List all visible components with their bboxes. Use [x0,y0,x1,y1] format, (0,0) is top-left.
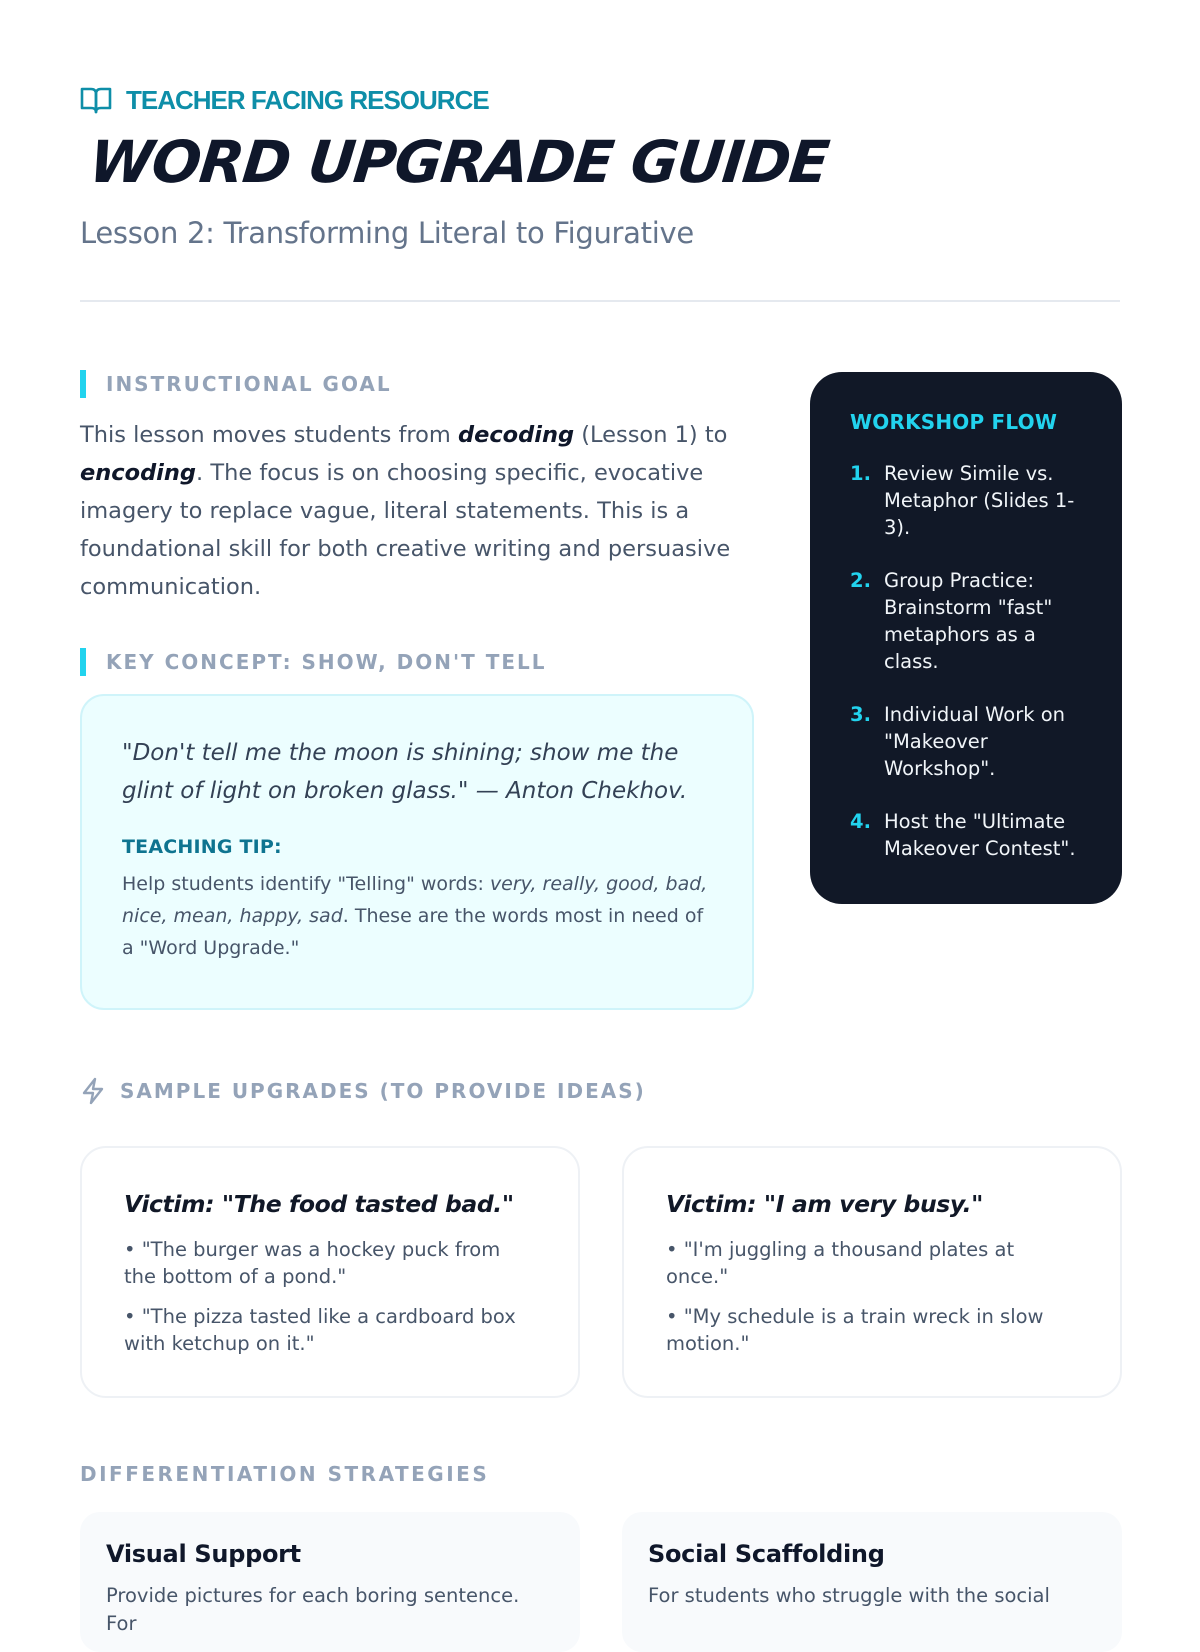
workshop-step [850,808,1084,862]
workshop-step [850,701,1084,782]
strategy-title: Visual Support [106,1540,301,1568]
workshop-flow-title: WORKSHOP FLOW [850,410,1058,434]
teaching-tip-text [122,868,712,964]
sample-upgrade: • "The burger was a hockey puck from the bottom of a pond." [124,1238,501,1288]
page-subtitle: Lesson 2: Transforming Literal to Figurative [80,216,694,250]
eyebrow-text: TEACHER FACING RESOURCE [126,84,489,115]
resource-eyebrow [80,84,489,116]
sample-card [80,1146,580,1398]
step-text: Review Simile vs. Metaphor (Slides 1-3). [884,462,1075,539]
step-text: Host the "Ultimate Makeover Contest". [884,810,1076,860]
book-icon [80,85,112,115]
strategy-title: Social Scaffolding [648,1540,885,1568]
step-text: Group Practice: Brainstorm "fast" metaphors as a class. [884,569,1053,673]
samples-section-label [80,1076,646,1106]
goal-label-text: INSTRUCTIONAL GOAL [106,372,392,396]
goal-section-label [80,370,392,398]
step-number: 1. [850,462,871,485]
step-number: 2. [850,569,871,592]
step-number: 4. [850,810,871,833]
samples-label-text: SAMPLE UPGRADES (TO PROVIDE IDEAS) [120,1079,646,1103]
accent-bar [80,648,86,676]
workshop-flow-panel [810,372,1122,904]
goal-text-part: This lesson moves students from [80,422,458,448]
tip-text-part: . These are the words most in need of a "Word Upgrade." [122,905,704,959]
lightning-icon [80,1077,106,1105]
step-text: Individual Work on "Makeover Workshop". [884,703,1066,780]
sample-upgrades-list [124,1236,536,1357]
strategy-text: For students who struggle with the social [648,1584,1050,1607]
header-divider [80,300,1120,302]
accent-bar [80,370,86,398]
goal-emphasis-decoding: decoding [457,422,575,448]
goal-text-part: (Lesson 1) to [574,422,728,448]
concept-section-label [80,648,547,676]
goal-text-part: . The focus is on choosing specific, evocative imagery to replace vague, literal statements. This is a foundational skill for both creative writing and persuasive communication. [80,460,731,600]
sample-upgrade: • "My schedule is a train wreck in slow motion." [666,1305,1044,1355]
tip-text-part: Help students identify "Telling" words: [122,873,490,895]
sample-victim: Victim: "I am very busy." [666,1190,984,1218]
concept-label-text: KEY CONCEPT: SHOW, DON'T TELL [106,650,547,674]
concept-box [80,694,754,1010]
sample-card [622,1146,1122,1398]
strategy-card [80,1512,580,1652]
workshop-steps [850,460,1084,862]
goal-paragraph [80,416,740,606]
sample-upgrade: • "The pizza tasted like a cardboard box with ketchup on it." [124,1305,516,1355]
differentiation-section-label: DIFFERENTIATION STRATEGIES [80,1462,490,1486]
page-title: WORD UPGRADE GUIDE [86,128,832,196]
goal-emphasis-encoding: encoding [80,460,197,486]
sample-victim: Victim: "The food tasted bad." [124,1190,514,1218]
chekhov-quote: "Don't tell me the moon is shining; show me the glint of light on broken glass." — Anton Chekhov. [122,740,688,804]
strategy-text: Provide pictures for each boring sentence. For [106,1584,520,1635]
teaching-tip-title: TEACHING TIP: [122,836,282,858]
sample-upgrades-list [666,1236,1078,1357]
sample-upgrade: • "I'm juggling a thousand plates at once." [666,1238,1015,1288]
step-number: 3. [850,703,871,726]
telling-words: very, really, good, bad, nice, mean, happy, sad [122,873,708,927]
strategy-card [622,1512,1122,1652]
workshop-step [850,567,1084,675]
workshop-step [850,460,1084,541]
